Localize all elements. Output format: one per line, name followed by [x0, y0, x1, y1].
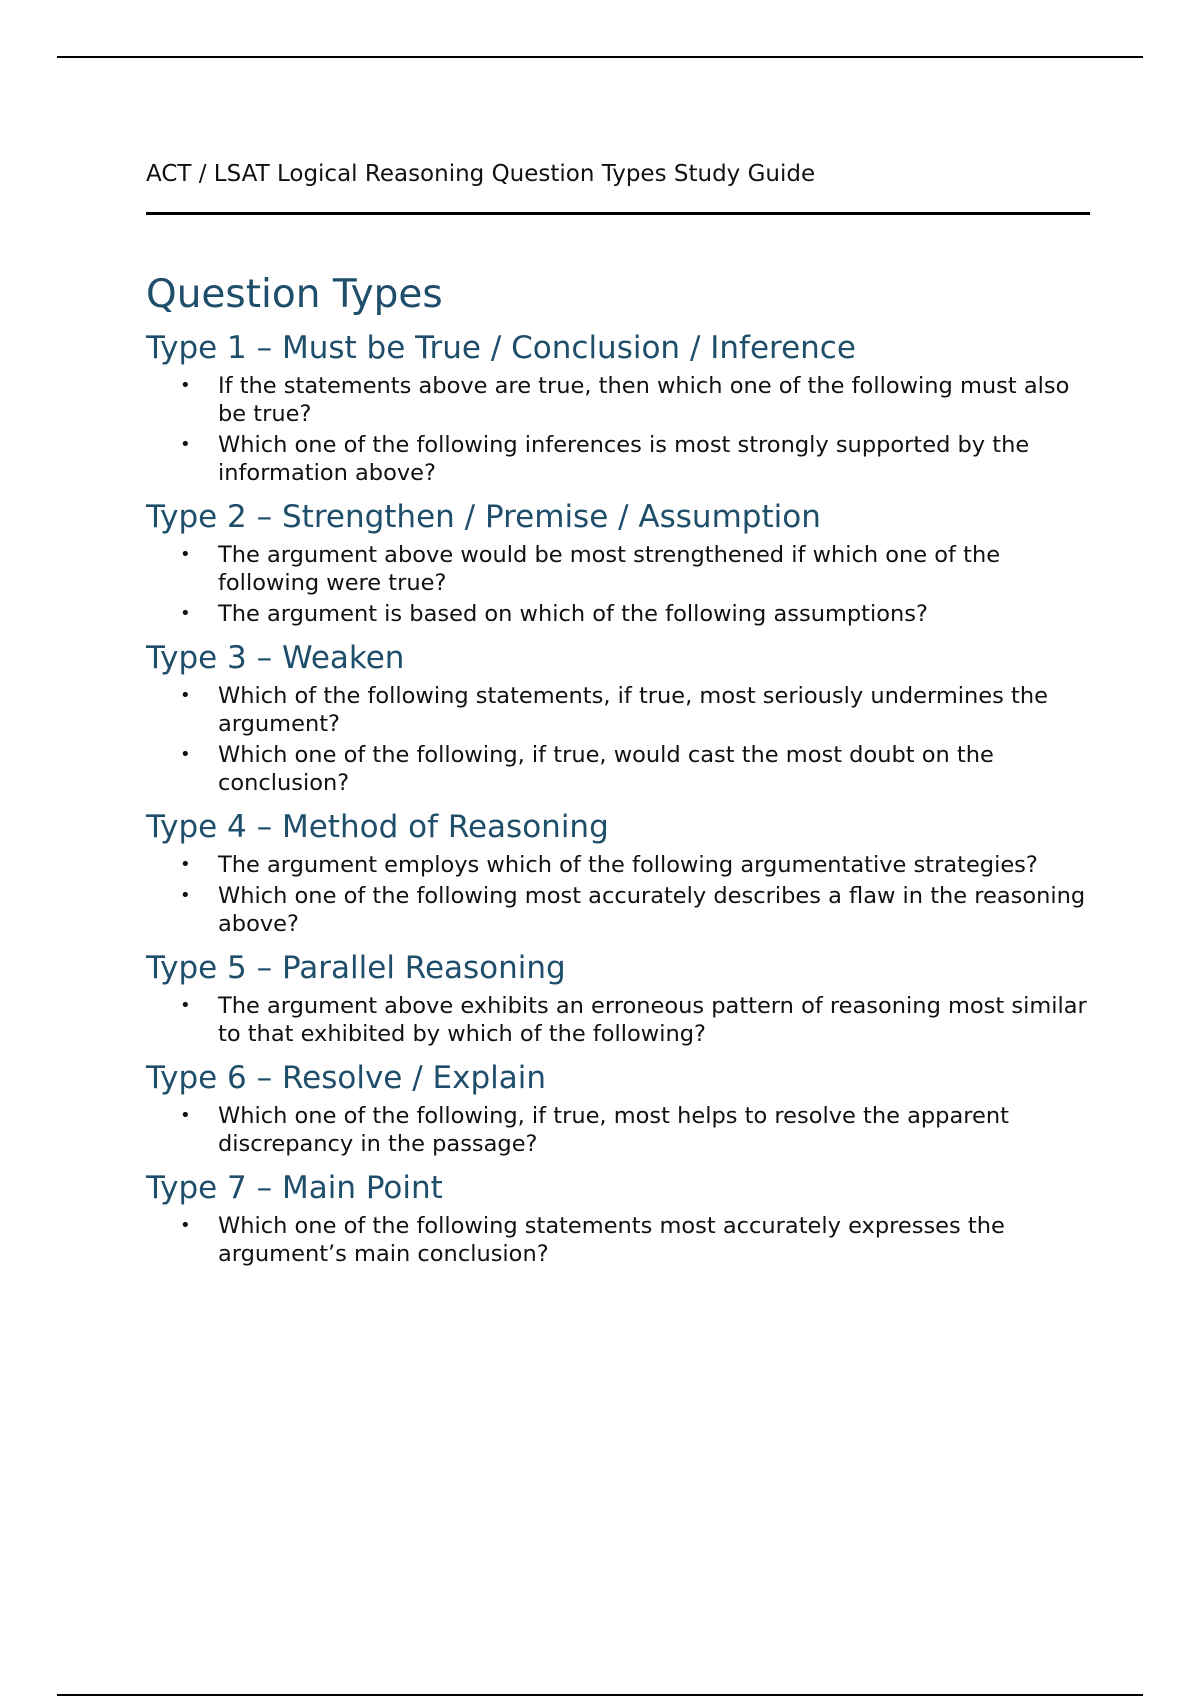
section-heading: Type 5 – Parallel Reasoning: [146, 950, 566, 986]
page-top-rule: [57, 56, 1143, 58]
page-bottom-rule: [57, 1694, 1143, 1696]
question-text: Which one of the following statements most accurately expresses the argument’s main conclusion?: [218, 1213, 1005, 1267]
bullet-icon: •: [180, 995, 191, 1016]
bullet-icon: •: [180, 1215, 191, 1236]
question-type-section: [146, 328, 1090, 487]
bullet-icon: •: [180, 544, 191, 565]
question-list-item: [146, 851, 1090, 879]
question-list-item: [146, 992, 1090, 1048]
question-text: The argument above would be most strengthened if which one of the following were true?: [218, 542, 1001, 596]
document-body: [146, 270, 1090, 1278]
question-text: The argument above exhibits an erroneous pattern of reasoning most similar to that exhibited by which of the following?: [218, 993, 1087, 1047]
question-list: [146, 682, 1090, 797]
question-text: Which of the following statements, if true, most seriously undermines the argument?: [218, 683, 1048, 737]
question-type-section: [146, 807, 1090, 938]
question-text: The argument employs which of the following argumentative strategies?: [218, 852, 1038, 878]
question-text: Which one of the following inferences is most strongly supported by the information above?: [218, 432, 1030, 486]
page-title: Question Types: [146, 272, 443, 317]
document-header-title: ACT / LSAT Logical Reasoning Question Types Study Guide: [146, 161, 816, 187]
question-list-item: [146, 1102, 1090, 1158]
question-type-section: [146, 497, 1090, 628]
question-list-item: [146, 741, 1090, 797]
bullet-icon: •: [180, 744, 191, 765]
bullet-icon: •: [180, 434, 191, 455]
question-type-sections: [146, 328, 1090, 1268]
bullet-icon: •: [180, 885, 191, 906]
section-heading: Type 2 – Strengthen / Premise / Assumption: [146, 499, 821, 535]
question-text: Which one of the following most accurately describes a flaw in the reasoning above?: [218, 883, 1086, 937]
question-type-section: [146, 638, 1090, 797]
question-list: [146, 541, 1090, 628]
question-list-item: [146, 431, 1090, 487]
document-header: [146, 160, 1090, 215]
section-heading: Type 3 – Weaken: [146, 640, 405, 676]
question-type-section: [146, 948, 1090, 1048]
section-heading: Type 1 – Must be True / Conclusion / Inference: [146, 330, 856, 366]
bullet-icon: •: [180, 1105, 191, 1126]
question-type-section: [146, 1168, 1090, 1268]
question-type-section: [146, 1058, 1090, 1158]
bullet-icon: •: [180, 854, 191, 875]
question-text: If the statements above are true, then which one of the following must also be true?: [218, 373, 1070, 427]
bullet-icon: •: [180, 603, 191, 624]
bullet-icon: •: [180, 685, 191, 706]
question-text: Which one of the following, if true, most helps to resolve the apparent discrepancy in the passage?: [218, 1103, 1009, 1157]
question-list: [146, 851, 1090, 938]
section-heading: Type 4 – Method of Reasoning: [146, 809, 609, 845]
question-text: Which one of the following, if true, would cast the most doubt on the conclusion?: [218, 742, 994, 796]
question-list-item: [146, 600, 1090, 628]
question-list: [146, 1212, 1090, 1268]
question-list-item: [146, 541, 1090, 597]
question-list-item: [146, 682, 1090, 738]
section-heading: Type 6 – Resolve / Explain: [146, 1060, 546, 1096]
question-list: [146, 1102, 1090, 1158]
question-list: [146, 372, 1090, 487]
question-list-item: [146, 372, 1090, 428]
section-heading: Type 7 – Main Point: [146, 1170, 443, 1206]
question-list-item: [146, 1212, 1090, 1268]
question-text: The argument is based on which of the following assumptions?: [218, 601, 928, 627]
question-list: [146, 992, 1090, 1048]
bullet-icon: •: [180, 375, 191, 396]
question-list-item: [146, 882, 1090, 938]
